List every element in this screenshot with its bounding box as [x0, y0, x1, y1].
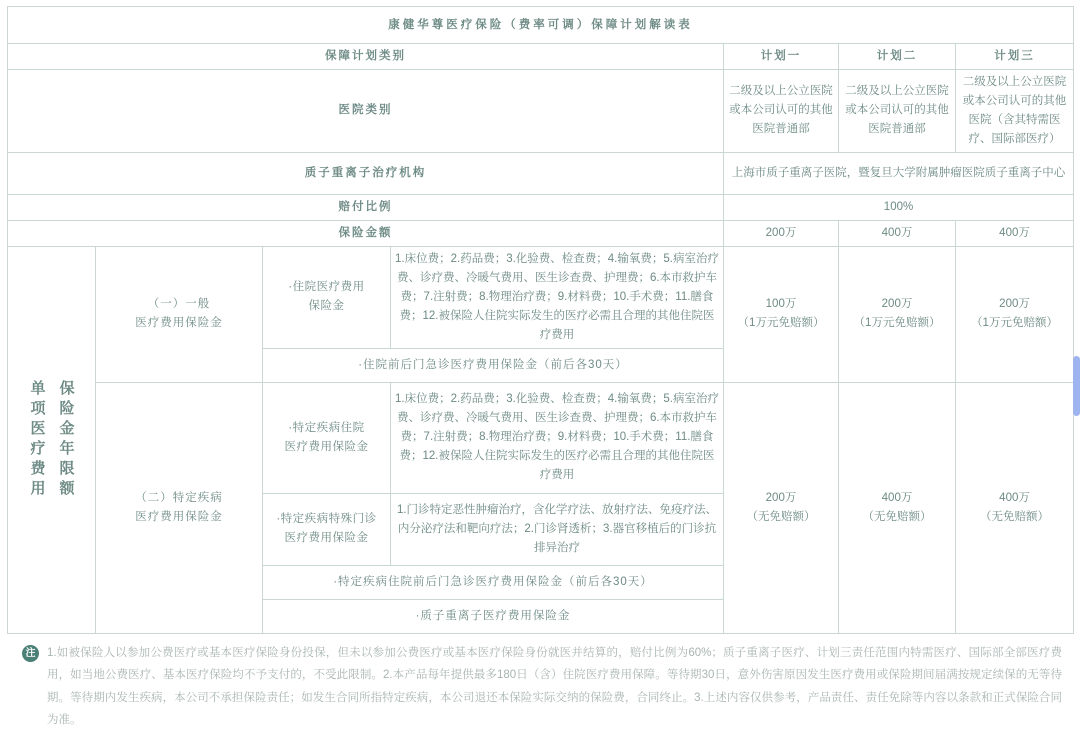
- plan-header-3: 计划三: [956, 44, 1074, 70]
- footnote-text: 1.如被保险人以参加公费医疗或基本医疗保险身份投保，但未以参加公费医疗或基本医疗保险身份就医并结算的，赔付比例为60%；质子重离子医疗、计划三责任范围内特需医疗、国际部全部医疗费用，如当地公费医疗、基本医疗保险均不予支付的，不受此限制。2.本产品每年提供最多180日（含）住院医疗费用保障。等待期30日，意外伤害原因发生医疗费用或保险期间届满按规定续保的无等待期。等待期内发生疾病，本公司不承担保险责任；如发生合同所指特定疾病，本公司退还本保险实际交纳的保险费，合同终止。3.上述内容仅供参考，产品责任、责任免除等内容以条款和正式保险合同为准。: [47, 647, 1062, 727]
- group-2-item-2-name-line2: 医疗费用保险金: [284, 532, 369, 545]
- hospital-category-plan-3: 二级及以上公立医院或本公司认可的其他医院（含其特需医疗、国际部医疗）: [956, 69, 1074, 152]
- group-1-label-line1: （一）一般: [147, 298, 211, 311]
- vertical-heading-right: 保险金年限额: [57, 379, 75, 500]
- group-1-amount-1-sub: （1万元免赔额）: [737, 317, 825, 330]
- payout-ratio-value: 100%: [724, 194, 1074, 220]
- group-2-amount-1-main: 200万: [765, 491, 797, 504]
- table-title-row: [8, 7, 1074, 44]
- group-2-label-line2: 医疗费用保险金: [135, 510, 223, 523]
- insured-amount-row: [8, 220, 1074, 246]
- plan-category-header-row: [8, 44, 1074, 70]
- vertical-heading-left: 单项医疗费用: [28, 379, 46, 500]
- group-1-label-line2: 医疗费用保险金: [135, 317, 223, 330]
- group-2-amount-1-sub: （无免赔额）: [746, 510, 816, 523]
- plan-category-label: 保障计划类别: [8, 44, 724, 70]
- payout-ratio-label: 赔付比例: [8, 194, 724, 220]
- insured-amount-label: 保险金额: [8, 220, 724, 246]
- proton-institution-row: [8, 152, 1074, 194]
- hospital-category-row: [8, 69, 1074, 152]
- group-1-amount-plan-3: [956, 246, 1074, 382]
- vertical-heading-cell: [8, 246, 96, 633]
- group-2-amount-plan-2: [839, 382, 956, 633]
- plan-header-2: 计划二: [839, 44, 956, 70]
- group-1-amount-1-main: 100万: [765, 298, 797, 311]
- hospital-category-plan-2: 二级及以上公立医院或本公司认可的其他医院普通部: [839, 69, 956, 152]
- group-1-item-1-detail: 1.床位费；2.药品费；3.化验费、检查费；4.输氧费；5.病室治疗费、诊疗费、冷暖气费用、医生诊查费、护理费；6.本市救护车费；7.注射费；8.物理治疗费；9.材料费；10.手术费；11.膳食费；12.被保险人住院实际发生的医疗必需且合理的其他住院医疗费用: [391, 246, 724, 348]
- group-1-amount-plan-2: [839, 246, 956, 382]
- group-1-detail-row: [8, 246, 1074, 348]
- group-2-amount-2-main: 400万: [881, 491, 913, 504]
- group-1-item-1-name: [263, 246, 391, 348]
- group-1-amount-3-sub: （1万元免赔额）: [971, 317, 1058, 330]
- footnote: [22, 642, 1062, 732]
- group-2-amount-plan-3: [956, 382, 1074, 633]
- group-1-label: [96, 246, 263, 382]
- group-1-amount-2-sub: （1万元免赔额）: [853, 317, 941, 330]
- group-2-wide-item-2: ·质子重离子医疗费用保险金: [263, 599, 724, 633]
- proton-institution-label: 质子重离子治疗机构: [8, 152, 724, 194]
- group-2-amount-3-main: 400万: [999, 491, 1030, 504]
- group-2-amount-plan-1: [724, 382, 839, 633]
- group-1-amount-plan-1: [724, 246, 839, 382]
- hospital-category-label: 医院类别: [8, 69, 724, 152]
- group-2-amount-3-sub: （无免赔额）: [980, 510, 1050, 523]
- insured-amount-plan-1: 200万: [724, 220, 839, 246]
- group-2-item-2-name: [263, 493, 391, 565]
- note-badge-icon: 注: [22, 645, 39, 662]
- group-1-amount-2-main: 200万: [881, 298, 913, 311]
- group-1-item-1-name-line2: 保险金: [308, 300, 345, 313]
- hospital-category-plan-1: 二级及以上公立医院或本公司认可的其他医院普通部: [724, 69, 839, 152]
- payout-ratio-row: [8, 194, 1074, 220]
- group-2-wide-item-1: ·特定疾病住院前后门急诊医疗费用保险金（前后各30天）: [263, 565, 724, 599]
- proton-institution-value: 上海市质子重离子医院，暨复旦大学附属肿瘤医院质子重离子中心: [724, 152, 1074, 194]
- group-2-item-2-name-line1: ·特定疾病特殊门诊: [276, 513, 377, 526]
- scrollbar-thumb[interactable]: [1073, 356, 1080, 416]
- group-1-item-1-name-line1: ·住院医疗费用: [288, 281, 365, 294]
- group-1-amount-3-main: 200万: [999, 298, 1030, 311]
- group-2-label-line1: （二）特定疾病: [135, 491, 223, 504]
- group-2-item-1-name-line1: ·特定疾病住院: [288, 421, 365, 434]
- group-2-detail-row-1: [8, 382, 1074, 493]
- group-2-item-2-detail: 1.门诊特定恶性肿瘤治疗，含化学疗法、放射疗法、免疫疗法、内分泌疗法和靶向疗法；2.门诊肾透析；3.器官移植后的门诊抗排异治疗: [391, 493, 724, 565]
- group-2-item-1-name: [263, 382, 391, 493]
- group-1-wide-item-1: ·住院前后门急诊医疗费用保险金（前后各30天）: [263, 348, 724, 382]
- plan-comparison-table: [7, 6, 1074, 634]
- group-2-item-1-detail: 1.床位费；2.药品费；3.化验费、检查费；4.输氧费；5.病室治疗费、诊疗费、冷暖气费用、医生诊查费、护理费；6.本市救护车费；7.注射费；8.物理治疗费；9.材料费；10.手术费；11.膳食费；12.被保险人住院实际发生的医疗必需且合理的其他住院医疗费用: [391, 382, 724, 493]
- page-title: 康健华尊医疗保险（费率可调）保障计划解读表: [8, 7, 1074, 44]
- insured-amount-plan-2: 400万: [839, 220, 956, 246]
- group-2-item-1-name-line2: 医疗费用保险金: [284, 440, 369, 453]
- plan-comparison-sheet: [0, 6, 1080, 734]
- plan-header-1: 计划一: [724, 44, 839, 70]
- insured-amount-plan-3: 400万: [956, 220, 1074, 246]
- group-2-amount-2-sub: （无免赔额）: [862, 510, 932, 523]
- group-2-label: [96, 382, 263, 633]
